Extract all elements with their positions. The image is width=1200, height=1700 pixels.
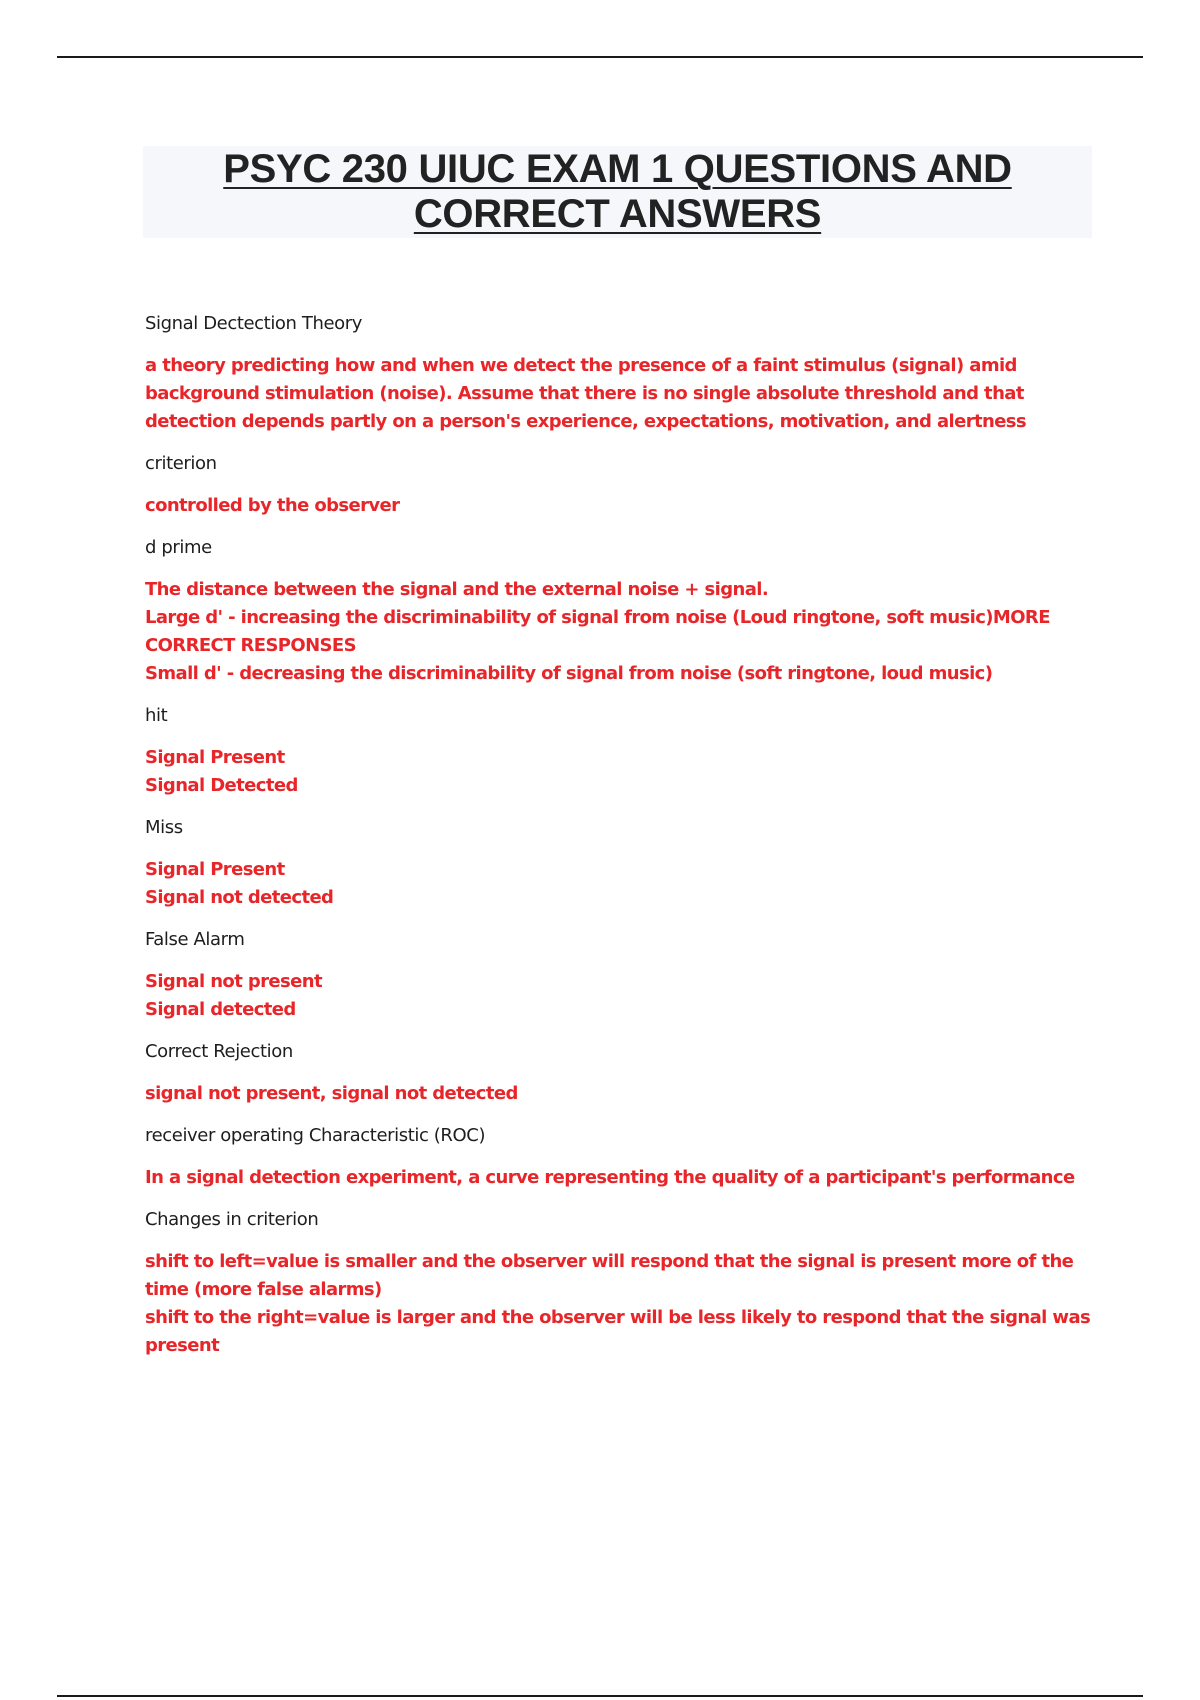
qa-entry-false-alarm [145,927,1105,1024]
definition-line: Signal Present [145,747,285,768]
definition-line: controlled by the observer [145,495,400,516]
term-label: criterion [145,453,217,474]
definition-line: Signal not present [145,971,322,992]
definition-line: The distance between the signal and the external noise + signal. [145,579,769,600]
qa-entry-criterion [145,451,1105,520]
term-label: False Alarm [145,929,245,950]
definition-line: Small d' - decreasing the discriminability of signal from noise (soft ringtone, loud music) [145,663,993,684]
definition-line: Signal Present [145,859,285,880]
definition-line: signal not present, signal not detected [145,1083,518,1104]
definition-line: a theory predicting how and when we detect the presence of a faint stimulus (signal) amid background stimulation (noise). Assume that there is no single absolute threshold and that detection depends partly on a person's experience, expectations, motivation, and alertness [145,355,1027,432]
definition-text [145,1248,1105,1360]
definition-text [145,1164,1105,1192]
top-rule [57,56,1143,58]
definition-line: In a signal detection experiment, a curve representing the quality of a participant's performance [145,1167,1075,1188]
definition-line: Signal Detected [145,775,298,796]
term-label: hit [145,705,168,726]
term-label: Miss [145,817,183,838]
qa-entry-hit [145,703,1105,800]
term-label: Correct Rejection [145,1041,293,1062]
definition-line: Signal not detected [145,887,334,908]
definition-text [145,856,1105,912]
qa-entry-miss [145,815,1105,912]
definition-text [145,352,1105,436]
term-label: Signal Dectection Theory [145,313,363,334]
qa-entry-roc [145,1123,1105,1192]
document-title: PSYC 230 UIUC EXAM 1 QUESTIONS AND CORRECT ANSWERS [223,147,1012,236]
definition-text [145,968,1105,1024]
qa-entry-d-prime [145,535,1105,688]
title-banner [143,146,1092,238]
definition-text [145,744,1105,800]
term-label: receiver operating Characteristic (ROC) [145,1125,486,1146]
qa-entry-changes-in-criterion [145,1207,1105,1360]
definition-line: shift to the right=value is larger and the observer will be less likely to respond that the signal was present [145,1307,1091,1356]
definition-text [145,492,1105,520]
qa-list [145,311,1105,1375]
definition-text [145,576,1105,688]
definition-line: Large d' - increasing the discriminability of signal from noise (Loud ringtone, soft music)MORE CORRECT RESPONSES [145,607,1050,656]
bottom-rule [57,1695,1143,1697]
definition-line: shift to left=value is smaller and the observer will respond that the signal is present more of the time (more false alarms) [145,1251,1074,1300]
term-label: Changes in criterion [145,1209,319,1230]
qa-entry-correct-rejection [145,1039,1105,1108]
definition-text [145,1080,1105,1108]
definition-line: Signal detected [145,999,296,1020]
qa-entry-signal-detection-theory [145,311,1105,436]
term-label: d prime [145,537,212,558]
